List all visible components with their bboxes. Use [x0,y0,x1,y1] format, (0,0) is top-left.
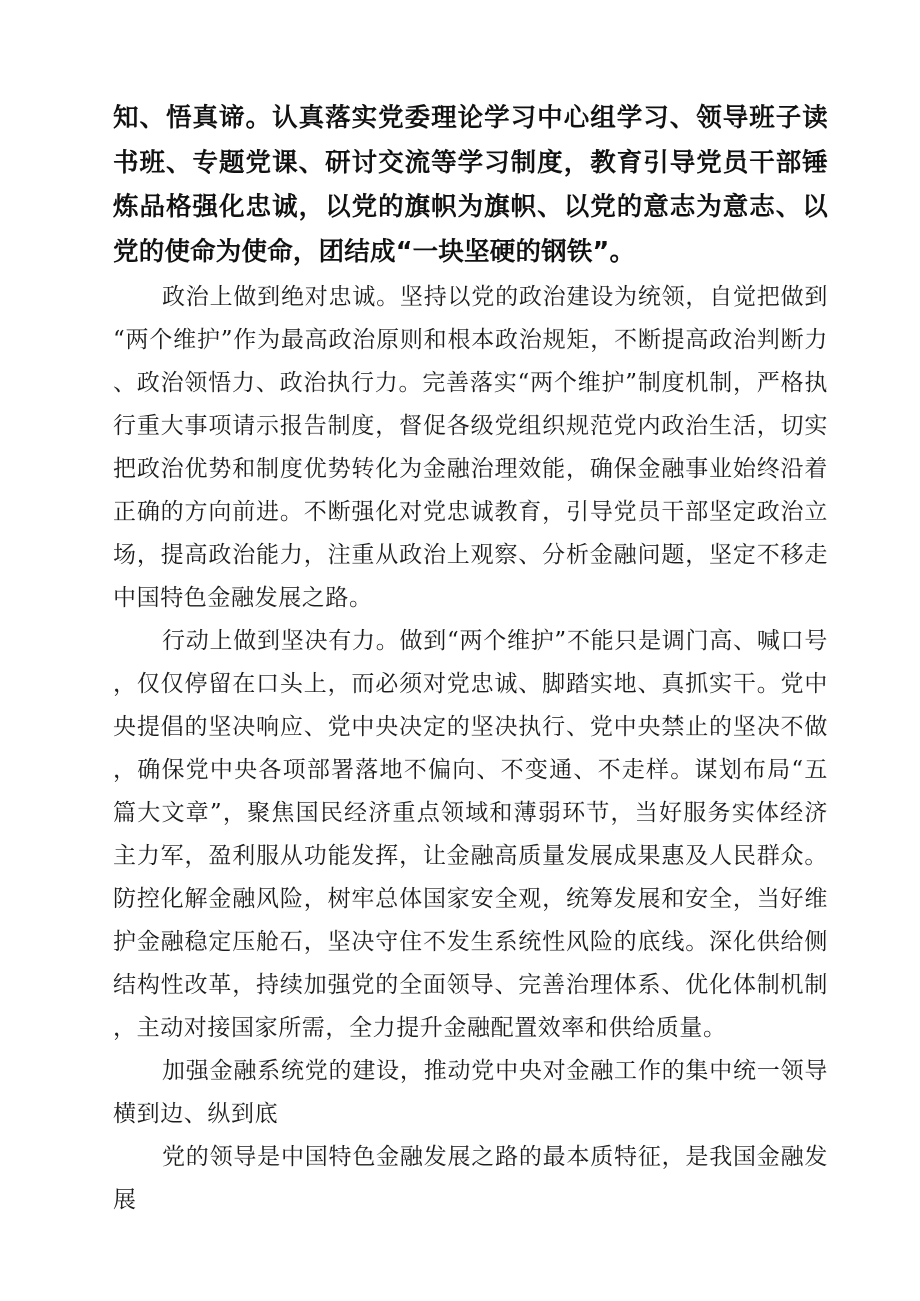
paragraph-bold-intro: 知、悟真谛。认真落实党委理论学习中心组学习、领导班子读书班、专题党课、研讨交流等学习制度，教育引导党员干部锤炼品格强化忠诚，以党的旗帜为旗帜、以党的意志为意志、以党的使命为使命，团结成“一块坚硬的钢铁”。 [113,103,828,267]
paragraph-decisive-action: 行动上做到坚决有力。做到“两个维护”不能只是调门高、喊口号，仅仅停留在口头上，而必须对党忠诚、脚踏实地、真抓实干。党中央提倡的坚决响应、党中央决定的坚决执行、党中央禁止的坚决不做，确保党中央各项部署落地不偏向、不变通、不走样。谋划布局“五篇大文章”，聚焦国民经济重点领域和薄弱环节，当好服务实体经济主力军，盈利服从功能发挥，让金融高质量发展成果惠及人民群众。防控化解金融风险，树牢总体国家安全观，统筹发展和安全，当好维护金融稳定压舱石，坚决守住不发生系统性风险的底线。深化供给侧结构性改革，持续加强党的全面领导、完善治理体系、优化体制机制，主动对接国家所需，全力提升金融配置效率和供给质量。 [113,628,828,1041]
paragraph-political-loyalty: 政治上做到绝对忠诚。坚持以党的政治建设为统领，自觉把做到“两个维护”作为最高政治原则和根本政治规矩，不断提高政治判断力、政治领悟力、政治执行力。完善落实“两个维护”制度机制，严格执行重大事项请示报告制度，督促各级党组织规范党内政治生活，切实把政治优势和制度优势转化为金融治理效能，确保金融事业始终沿着正确的方向前进。不断强化对党忠诚教育，引导党员干部坚定政治立场，提高政治能力，注重从政治上观察、分析金融问题，坚定不移走中国特色金融发展之路。 [113,284,828,611]
paragraph-section-heading: 加强金融系统党的建设，推动党中央对金融工作的集中统一领导横到边、纵到底 [113,1058,828,1127]
paragraph-party-leadership: 党的领导是中国特色金融发展之路的最本质特征，是我国金融发展 [113,1144,828,1213]
document-body [113,96,828,1222]
